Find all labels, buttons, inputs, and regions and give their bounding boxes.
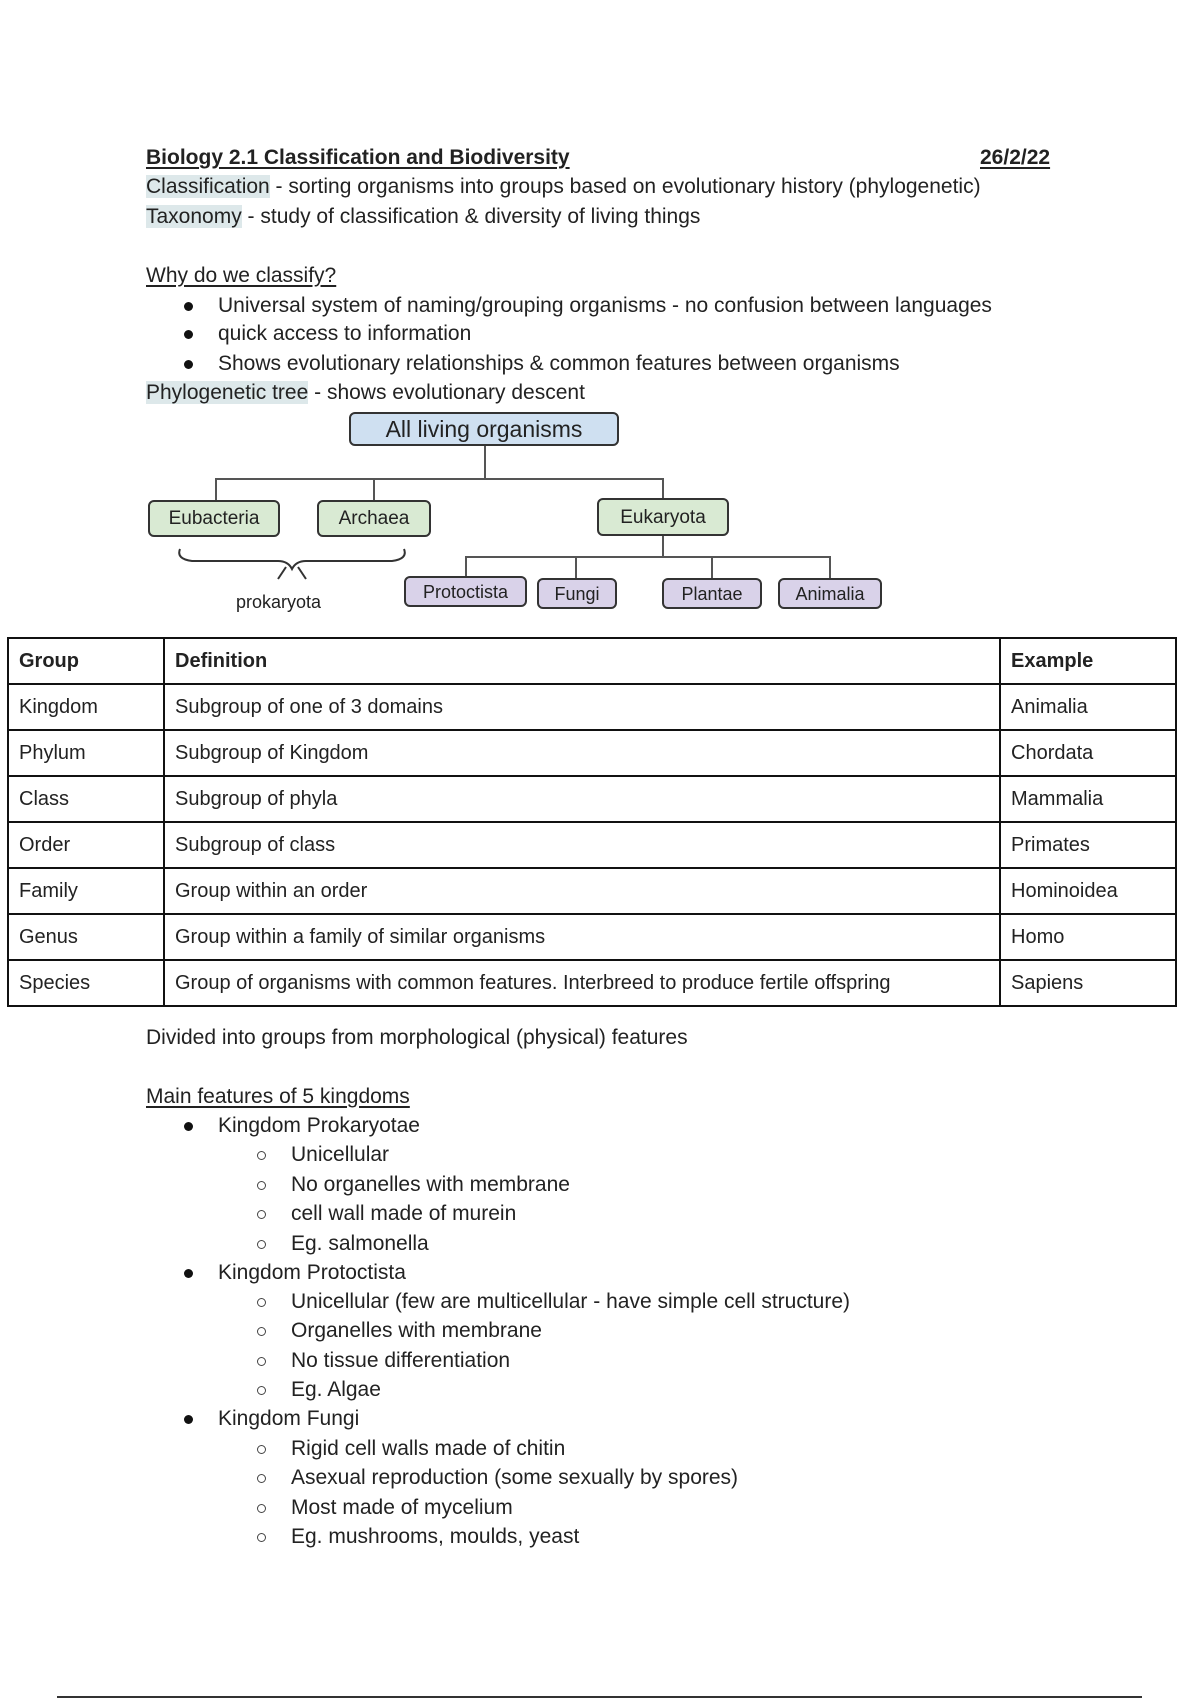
tree-node-animalia: Animalia xyxy=(778,578,882,609)
tree-connector xyxy=(711,556,713,578)
list-item: No organelles with membrane xyxy=(291,1173,570,1197)
sub-bullet-icon xyxy=(257,1181,266,1190)
table-header-row xyxy=(8,638,1176,684)
bullet-icon xyxy=(184,1269,193,1278)
table-cell: Order xyxy=(8,822,164,868)
tree-node-plantae: Plantae xyxy=(662,578,762,609)
table-cell: Family xyxy=(8,868,164,914)
table-cell: Group of organisms with common features. Interbreed to produce fertile offspring xyxy=(164,960,1000,1006)
tree-connector xyxy=(484,446,486,478)
sub-bullet-icon xyxy=(257,1474,266,1483)
sub-bullet-icon xyxy=(257,1298,266,1307)
table-cell: Subgroup of class xyxy=(164,822,1000,868)
sub-bullet-icon xyxy=(257,1386,266,1395)
definition-text: - study of classification & diversity of living things xyxy=(241,205,701,228)
sub-bullet-icon xyxy=(257,1210,266,1219)
list-item: No tissue differentiation xyxy=(291,1349,510,1373)
list-item: Eg. mushrooms, moulds, yeast xyxy=(291,1525,579,1549)
column-header: Group xyxy=(8,638,164,684)
tree-connector xyxy=(215,478,217,501)
page-bottom-rule xyxy=(57,1696,1142,1698)
tree-node-fungi: Fungi xyxy=(537,578,617,609)
bullet-icon xyxy=(184,1122,193,1131)
sub-bullet-icon xyxy=(257,1357,266,1366)
list-item: Asexual reproduction (some sexually by spores) xyxy=(291,1466,738,1490)
list-item: quick access to information xyxy=(218,322,471,346)
list-item: Rigid cell walls made of chitin xyxy=(291,1437,565,1461)
sub-bullet-icon xyxy=(257,1151,266,1160)
column-header: Definition xyxy=(164,638,1000,684)
definition-classification xyxy=(146,175,981,199)
tree-connector xyxy=(662,478,664,499)
table-cell: Mammalia xyxy=(1000,776,1176,822)
list-item: Most made of mycelium xyxy=(291,1496,513,1520)
divided-note: Divided into groups from morphological (physical) features xyxy=(146,1026,688,1049)
tree-connector xyxy=(465,556,467,576)
table-cell: Subgroup of phyla xyxy=(164,776,1000,822)
tree-connector xyxy=(215,478,663,480)
list-item: Unicellular xyxy=(291,1143,389,1167)
list-item: Unicellular (few are multicellular - have simple cell structure) xyxy=(291,1290,850,1314)
classification-table xyxy=(7,637,1177,1007)
column-header: Example xyxy=(1000,638,1176,684)
sub-bullet-icon xyxy=(257,1240,266,1249)
kingdoms-heading: Main features of 5 kingdoms xyxy=(146,1085,410,1108)
table-cell: Species xyxy=(8,960,164,1006)
table-cell: Primates xyxy=(1000,822,1176,868)
list-item: Universal system of naming/grouping organisms - no confusion between languages xyxy=(218,294,992,318)
sub-bullet-icon xyxy=(257,1445,266,1454)
list-item: Kingdom Protoctista xyxy=(218,1261,406,1285)
table-cell: Subgroup of one of 3 domains xyxy=(164,684,1000,730)
bullet-icon xyxy=(184,330,193,339)
table-cell: Genus xyxy=(8,914,164,960)
definition-term: Taxonomy xyxy=(146,205,242,228)
table-cell: Phylum xyxy=(8,730,164,776)
list-item: Kingdom Fungi xyxy=(218,1407,359,1431)
list-item: cell wall made of murein xyxy=(291,1202,516,1226)
tree-node-eubacteria: Eubacteria xyxy=(148,500,280,537)
definition-taxonomy xyxy=(146,205,700,229)
page-date: 26/2/22 xyxy=(980,146,1051,169)
tree-node-eukaryota: Eukaryota xyxy=(597,498,729,536)
table-row xyxy=(8,914,1176,960)
table-cell: Subgroup of Kingdom xyxy=(164,730,1000,776)
why-heading: Why do we classify? xyxy=(146,264,337,287)
table-cell: Sapiens xyxy=(1000,960,1176,1006)
list-item: Organelles with membrane xyxy=(291,1319,542,1343)
bullet-icon xyxy=(184,302,193,311)
table-cell: Animalia xyxy=(1000,684,1176,730)
tree-node-archaea: Archaea xyxy=(317,500,431,537)
tree-node-root: All living organisms xyxy=(349,412,619,446)
definition-term: Classification xyxy=(146,175,270,198)
table-row xyxy=(8,684,1176,730)
list-item: Kingdom Prokaryotae xyxy=(218,1114,420,1138)
table-row xyxy=(8,868,1176,914)
table-row xyxy=(8,960,1176,1006)
tree-connector xyxy=(465,556,830,558)
definition-phylogenetic-tree xyxy=(146,381,585,405)
list-item: Eg. salmonella xyxy=(291,1232,429,1256)
bullet-icon xyxy=(184,1415,193,1424)
tree-node-protoctista: Protoctista xyxy=(404,576,527,607)
tree-connector xyxy=(829,556,831,578)
tree-connector xyxy=(662,536,664,558)
sub-bullet-icon xyxy=(257,1327,266,1336)
bullet-icon xyxy=(184,360,193,369)
list-item: Eg. Algae xyxy=(291,1378,381,1402)
list-item: Shows evolutionary relationships & common features between organisms xyxy=(218,352,900,376)
table-cell: Homo xyxy=(1000,914,1176,960)
table-row xyxy=(8,776,1176,822)
page-title: Biology 2.1 Classification and Biodiversity xyxy=(146,146,570,169)
table-cell: Class xyxy=(8,776,164,822)
tree-connector xyxy=(373,478,375,501)
table-row xyxy=(8,730,1176,776)
definition-text: - sorting organisms into groups based on evolutionary history (phylogenetic) xyxy=(269,175,981,198)
table-cell: Kingdom xyxy=(8,684,164,730)
definition-text: - shows evolutionary descent xyxy=(308,381,585,404)
sub-bullet-icon xyxy=(257,1504,266,1513)
table-cell: Chordata xyxy=(1000,730,1176,776)
definition-term: Phylogenetic tree xyxy=(146,381,309,404)
prokaryota-brace xyxy=(170,545,415,585)
tree-connector xyxy=(575,556,577,578)
table-cell: Group within an order xyxy=(164,868,1000,914)
table-cell: Group within a family of similar organisms xyxy=(164,914,1000,960)
sub-bullet-icon xyxy=(257,1533,266,1542)
table-row xyxy=(8,822,1176,868)
table-cell: Hominoidea xyxy=(1000,868,1176,914)
prokaryota-label: prokaryota xyxy=(236,592,322,612)
